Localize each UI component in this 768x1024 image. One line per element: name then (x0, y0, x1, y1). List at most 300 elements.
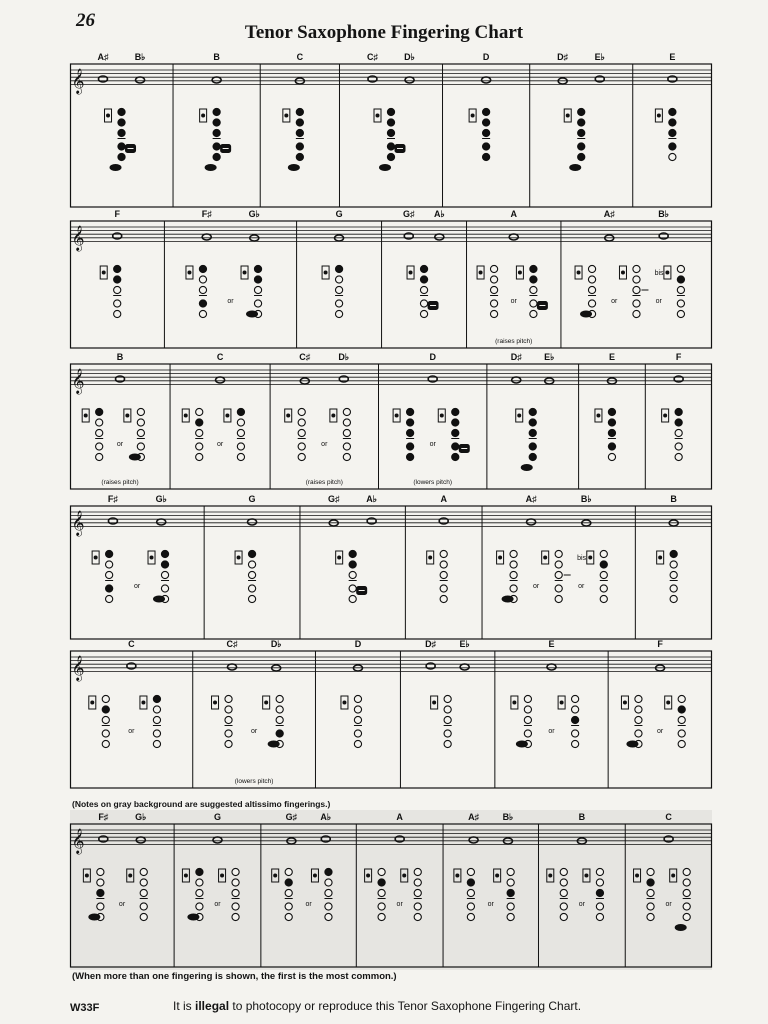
or-label: or (321, 441, 328, 448)
or-label: or (305, 901, 312, 908)
closed-key (572, 716, 579, 723)
closed-key (276, 730, 283, 737)
staff-note (213, 837, 222, 843)
open-key (106, 561, 113, 568)
note-label: A♯ (525, 494, 537, 504)
staff-note (136, 77, 145, 83)
octave-key (428, 556, 432, 560)
fingering-diagram (558, 695, 579, 747)
open-key (490, 286, 497, 293)
or-label: or (250, 728, 258, 735)
octave-key (621, 271, 625, 275)
open-key (96, 429, 103, 436)
pinky-key (288, 164, 300, 171)
open-key (248, 595, 255, 602)
closed-key (452, 419, 459, 426)
open-key (647, 889, 654, 896)
open-key (467, 889, 474, 896)
fingering-row-6 (70, 810, 712, 968)
open-key (588, 265, 595, 272)
open-key (467, 913, 474, 920)
open-key (196, 429, 203, 436)
chart-title: Tenor Saxophone Fingering Chart (244, 22, 524, 43)
note-label: A (510, 209, 517, 219)
open-key (237, 429, 244, 436)
open-key (635, 730, 642, 737)
open-key (414, 868, 421, 875)
fingering-diagram (82, 408, 103, 460)
closed-key (199, 265, 206, 272)
or-label: or (396, 901, 403, 908)
open-key (647, 903, 654, 910)
fingering-row-5 (70, 637, 712, 789)
or-label: or (133, 583, 141, 590)
open-key (140, 903, 147, 910)
closed-key (96, 408, 103, 415)
open-key (325, 913, 332, 920)
closed-key (529, 408, 536, 415)
closed-key (387, 119, 394, 126)
open-key (588, 300, 595, 307)
open-key (444, 706, 451, 713)
fingering-row-1 (70, 50, 712, 208)
fingering-row-2 (70, 207, 712, 349)
fingering-diagram (241, 265, 262, 317)
open-key (677, 310, 684, 317)
open-key (670, 585, 677, 592)
fingering-diagram (564, 108, 585, 171)
fingering-diagram (186, 265, 207, 317)
staff-note (212, 77, 221, 83)
fingering-diagram (407, 265, 438, 317)
fingering-diagram (621, 695, 642, 747)
closed-key (483, 129, 490, 136)
open-key (572, 706, 579, 713)
closed-key (296, 153, 303, 160)
octave-key (225, 414, 229, 418)
closed-key (106, 585, 113, 592)
closed-key (118, 108, 125, 115)
fingering-diagram (393, 408, 414, 460)
closed-key (452, 429, 459, 436)
open-key (196, 879, 203, 886)
open-key (440, 595, 447, 602)
fingering-diagram (285, 408, 306, 460)
fingering-diagram (516, 408, 537, 471)
octave-key (543, 556, 547, 560)
octave-key (85, 874, 89, 878)
pinky-key (187, 914, 199, 921)
open-key (199, 310, 206, 317)
pitch-caption: (raises pitch) (305, 479, 343, 486)
note-label: A♭ (433, 209, 445, 219)
open-key (349, 571, 356, 578)
note-label: F♯ (107, 494, 118, 504)
or-label: or (578, 583, 585, 590)
open-key (114, 286, 121, 293)
open-key (677, 265, 684, 272)
closed-key (254, 265, 261, 272)
octave-key (220, 874, 224, 878)
note-label: E (608, 352, 615, 362)
row-svg (70, 810, 712, 968)
pitch-caption: (raises pitch) (101, 479, 139, 486)
fingering-diagram (148, 550, 169, 602)
open-key (153, 740, 160, 747)
fingering-diagram (494, 868, 515, 920)
note-label: A♯ (97, 52, 109, 62)
note-label: F (114, 209, 120, 219)
open-key (335, 276, 342, 283)
closed-key (669, 119, 676, 126)
fingering-row-4 (70, 492, 712, 640)
octave-key (286, 414, 290, 418)
octave-key (150, 556, 154, 560)
closed-key (296, 143, 303, 150)
open-key (572, 695, 579, 702)
open-key (490, 300, 497, 307)
closed-key (452, 453, 459, 460)
open-key (102, 740, 109, 747)
closed-key (296, 119, 303, 126)
open-key (140, 913, 147, 920)
open-key (161, 571, 168, 578)
copyright-text-start: It is (173, 999, 196, 1013)
open-key (254, 300, 261, 307)
open-key (325, 879, 332, 886)
closed-key (248, 550, 255, 557)
open-key (378, 903, 385, 910)
fingering-diagram (634, 868, 655, 920)
open-key (232, 913, 239, 920)
octave-key (658, 556, 662, 560)
fingering-diagram (547, 868, 568, 920)
fingering-diagram (619, 265, 648, 317)
octave-key (184, 414, 188, 418)
closed-key (213, 108, 220, 115)
octave-key (588, 556, 592, 560)
altissimo-note: (Notes on gray background are suggested altissimo fingerings.) (72, 799, 331, 809)
open-key (140, 879, 147, 886)
fingering-diagram (583, 868, 604, 920)
closed-key (97, 889, 104, 896)
fingering-diagram (127, 868, 148, 920)
fingering-diagram (263, 695, 284, 747)
open-key (420, 310, 427, 317)
open-key (507, 903, 514, 910)
note-label: G♯ (327, 494, 340, 504)
open-key (572, 740, 579, 747)
note-label: G♭ (155, 494, 167, 504)
octave-key (324, 271, 328, 275)
note-label: D♭ (270, 639, 282, 649)
closed-key (407, 408, 414, 415)
open-key (153, 706, 160, 713)
open-key (420, 300, 427, 307)
or-label: or (665, 901, 672, 908)
copyright-text-end: to photocopy or reproduce this Tenor Saxophone Fingering Chart. (229, 999, 582, 1013)
open-key (560, 913, 567, 920)
closed-key (669, 129, 676, 136)
octave-key (90, 701, 94, 705)
open-key (530, 310, 537, 317)
note-label: D (354, 639, 362, 649)
note-label: F (675, 352, 682, 362)
note-label: G♭ (248, 209, 260, 219)
treble-clef: 𝄞 (71, 225, 85, 250)
open-key (298, 453, 305, 460)
open-key (225, 740, 232, 747)
closed-key (529, 429, 536, 436)
fingering-diagram (516, 265, 547, 317)
note-label: B (116, 352, 124, 362)
note-label: B♭ (658, 209, 670, 219)
open-key (96, 419, 103, 426)
closed-key (153, 695, 160, 702)
row-frame (71, 221, 712, 348)
closed-key (407, 419, 414, 426)
octave-key (471, 114, 475, 118)
closed-key (407, 443, 414, 450)
octave-key (342, 701, 346, 705)
open-key (530, 286, 537, 293)
open-key (232, 868, 239, 875)
fingering-diagram (469, 108, 490, 160)
octave-key (201, 114, 205, 118)
closed-key (213, 129, 220, 136)
closed-key (296, 108, 303, 115)
open-key (670, 561, 677, 568)
staff-note (216, 377, 225, 383)
open-key (137, 443, 144, 450)
open-key (670, 595, 677, 602)
octave-key (657, 114, 661, 118)
open-key (248, 585, 255, 592)
open-key (285, 889, 292, 896)
note-label: F♯ (201, 209, 212, 219)
open-key (354, 740, 361, 747)
closed-key (608, 443, 615, 450)
note-label: D♭ (338, 352, 350, 362)
staff-note (482, 77, 491, 83)
closed-key (296, 129, 303, 136)
fingering-diagram (431, 695, 452, 747)
open-key (647, 868, 654, 875)
note-label: A♭ (320, 812, 332, 822)
open-key (490, 276, 497, 283)
pinky-key (246, 311, 258, 318)
closed-key (678, 706, 685, 713)
pinky-key (205, 164, 217, 171)
fingering-diagram (575, 265, 596, 317)
pinky-key (569, 164, 581, 171)
open-key (414, 913, 421, 920)
open-key (683, 868, 690, 875)
open-key (354, 706, 361, 713)
fingering-diagram (595, 408, 616, 460)
open-key (596, 903, 603, 910)
note-label: E (669, 52, 676, 62)
octave-key (366, 874, 370, 878)
open-key (196, 903, 203, 910)
or-label: or (116, 441, 124, 448)
fingering-diagram (89, 695, 110, 747)
fingering-diagram (657, 550, 678, 602)
closed-key (530, 265, 537, 272)
closed-key (483, 119, 490, 126)
open-key (276, 716, 283, 723)
octave-key (512, 701, 516, 705)
pinky-key (626, 741, 638, 748)
closed-key (196, 419, 203, 426)
treble-clef: 𝄞 (71, 655, 85, 680)
staff-note (405, 77, 414, 83)
fingering-diagram (219, 868, 240, 920)
or-label: or (128, 728, 135, 735)
closed-key (647, 879, 654, 886)
open-key (114, 300, 121, 307)
open-key (102, 716, 109, 723)
closed-key (349, 561, 356, 568)
closed-key (114, 265, 121, 272)
open-key (600, 585, 607, 592)
closed-key (106, 550, 113, 557)
octave-key (498, 556, 502, 560)
bis-label: bis (577, 555, 587, 562)
note-label: B♭ (134, 52, 146, 62)
note-label: C♯ (226, 639, 238, 649)
pinky-key (675, 924, 687, 931)
octave-key (518, 271, 522, 275)
open-key (414, 889, 421, 896)
open-key (354, 730, 361, 737)
open-key (225, 695, 232, 702)
open-key (225, 730, 232, 737)
open-key (354, 716, 361, 723)
open-key (137, 419, 144, 426)
closed-key (420, 276, 427, 283)
closed-key (102, 706, 109, 713)
note-label: D♯ (510, 352, 522, 362)
closed-key (407, 453, 414, 460)
page-number: 26 (76, 10, 95, 31)
treble-clef: 𝄞 (71, 828, 85, 853)
octave-key (264, 701, 268, 705)
open-key (635, 695, 642, 702)
or-label: or (611, 298, 618, 305)
note-label: B (578, 812, 586, 822)
octave-key (560, 701, 564, 705)
staff-note (527, 519, 536, 525)
octave-key (495, 874, 499, 878)
fingering-diagram (182, 868, 203, 920)
open-key (510, 585, 517, 592)
open-key (669, 153, 676, 160)
open-key (678, 730, 685, 737)
closed-key (335, 265, 342, 272)
octave-key (666, 701, 670, 705)
pinky-key (153, 596, 165, 603)
note-label: C (665, 812, 672, 822)
or-label: or (578, 901, 585, 908)
closed-key (196, 868, 203, 875)
note-label: D (429, 352, 436, 362)
open-key (325, 903, 332, 910)
note-label: G (213, 812, 221, 822)
open-key (298, 419, 305, 426)
or-label: or (510, 298, 517, 305)
closed-key (213, 119, 220, 126)
open-key (196, 889, 203, 896)
octave-key (665, 271, 669, 275)
open-key (675, 453, 682, 460)
pinky-key (88, 914, 100, 921)
pitch-caption: (lowers pitch) (413, 479, 453, 486)
open-key (298, 408, 305, 415)
fingering-diagram (336, 550, 367, 602)
closed-key (608, 429, 615, 436)
closed-key (387, 129, 394, 136)
open-key (140, 868, 147, 875)
open-key (444, 695, 451, 702)
open-key (285, 903, 292, 910)
open-key (675, 443, 682, 450)
staff-note (460, 664, 469, 670)
octave-key (128, 874, 132, 878)
fingering-diagram (365, 868, 386, 920)
note-label: G♯ (402, 209, 415, 219)
note-label: C (128, 639, 135, 649)
fingering-diagram (105, 108, 136, 171)
fingering-diagram (401, 868, 422, 920)
note-label: D♯ (425, 639, 437, 649)
open-key (96, 453, 103, 460)
open-key (596, 879, 603, 886)
open-key (343, 419, 350, 426)
row-svg (70, 637, 712, 789)
fingering-diagram (341, 695, 362, 747)
open-key (677, 286, 684, 293)
open-key (635, 716, 642, 723)
open-key (225, 706, 232, 713)
treble-clef: 𝄞 (71, 68, 85, 93)
open-key (490, 265, 497, 272)
treble-clef: 𝄞 (71, 510, 85, 535)
pitch-caption: (raises pitch) (495, 338, 533, 345)
open-key (633, 300, 640, 307)
open-key (335, 286, 342, 293)
fingering-diagram (665, 695, 686, 747)
closed-key (596, 889, 603, 896)
open-key (524, 706, 531, 713)
staff-note (509, 234, 518, 240)
open-key (153, 716, 160, 723)
fingering-diagram (283, 108, 304, 171)
open-key (106, 595, 113, 602)
staff-note (435, 234, 444, 240)
open-key (675, 429, 682, 436)
open-key (440, 571, 447, 578)
note-label: E♭ (459, 639, 470, 649)
open-key (225, 716, 232, 723)
closed-key (387, 108, 394, 115)
closed-key (529, 443, 536, 450)
row-svg (70, 350, 712, 490)
note-label: F♯ (98, 812, 109, 822)
fingering-diagram (322, 265, 343, 317)
staff-note (469, 837, 478, 843)
octave-key (337, 556, 341, 560)
